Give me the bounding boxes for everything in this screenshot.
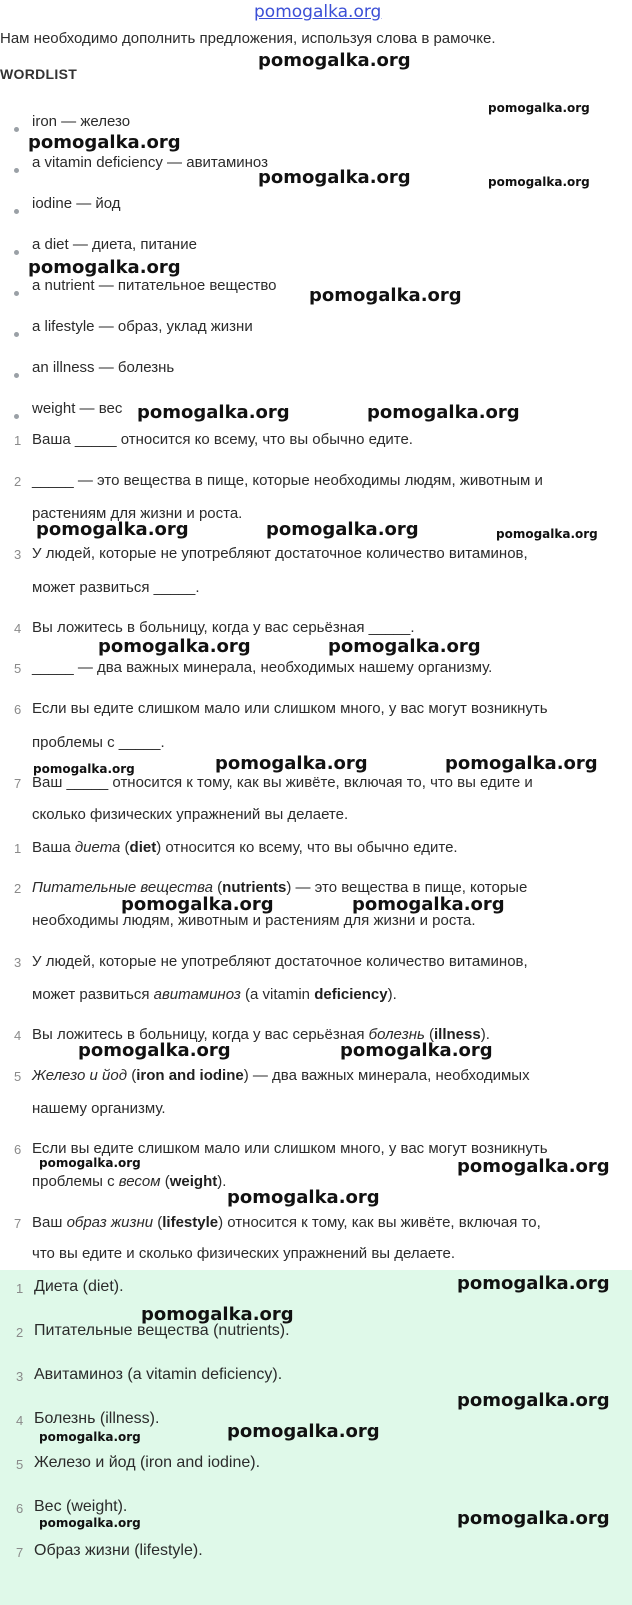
watermark: pomogalka.org: [141, 1304, 294, 1325]
bullet: [14, 291, 19, 296]
watermark: pomogalka.org: [121, 894, 274, 915]
bullet: [14, 332, 19, 337]
watermark: pomogalka.org: [328, 636, 481, 657]
filled-line: Ваша диета (diet) относится ко всему, что вы обычно едите.: [32, 839, 458, 856]
watermark: pomogalka.org: [227, 1421, 380, 1442]
answer-line: Болезнь (illness).: [34, 1410, 160, 1427]
answer-line: Железо и йод (iron and iodine).: [34, 1454, 261, 1471]
answer-line: Образ жизни (lifestyle).: [34, 1542, 203, 1559]
exercise-line: Ваш _____ относится к тому, как вы живёте, включая то, что вы едите и: [32, 774, 533, 791]
watermark: pomogalka.org: [227, 1187, 380, 1208]
watermark: pomogalka.org: [98, 636, 251, 657]
watermark: pomogalka.org: [445, 753, 598, 774]
wordlist-item: a diet — диета, питание: [32, 236, 197, 253]
watermark: pomogalka.org: [352, 894, 505, 915]
filled-line: Вы ложитесь в больницу, когда у вас серьёзная болезнь (illness).: [32, 1026, 490, 1043]
item-number: 3: [16, 1369, 24, 1384]
filled-line: нашему организму.: [32, 1100, 166, 1117]
bullet: [14, 127, 19, 132]
watermark: pomogalka.org: [258, 50, 411, 71]
watermark: pomogalka.org: [309, 285, 462, 306]
filled-line: У людей, которые не употребляют достаточное количество витаминов,: [32, 953, 528, 970]
wordlist-item: a lifestyle — образ, уклад жизни: [32, 318, 253, 335]
filled-line: Питательные вещества (nutrients) — это вещества в пище, которые: [32, 879, 528, 896]
answer-line: Диета (diet).: [34, 1278, 124, 1295]
wordlist-item: a nutrient — питательное вещество: [32, 277, 277, 294]
item-number: 1: [14, 841, 22, 856]
watermark: pomogalka.org: [39, 1516, 141, 1530]
watermark: pomogalka.org: [457, 1273, 610, 1294]
answer-line: Вес (weight).: [34, 1498, 128, 1515]
wordlist-item: iodine — йод: [32, 195, 121, 212]
filled-line: может развиться авитаминоз (a vitamin deficiency).: [32, 986, 397, 1003]
exercise-line: Ваша _____ относится ко всему, что вы обычно едите.: [32, 431, 413, 448]
filled-line: что вы едите и сколько физических упражнений вы делаете.: [32, 1245, 455, 1262]
item-number: 7: [14, 1216, 22, 1231]
bullet: [14, 168, 19, 173]
item-number: 3: [14, 955, 22, 970]
item-number: 2: [14, 474, 22, 489]
item-number: 7: [14, 776, 22, 791]
watermark: pomogalka.org: [137, 402, 290, 423]
watermark: pomogalka.org: [33, 762, 135, 776]
watermark: pomogalka.org: [36, 519, 189, 540]
item-number: 2: [16, 1325, 24, 1340]
watermark: pomogalka.org: [488, 101, 590, 115]
exercise-line: Вы ложитесь в больницу, когда у вас серьёзная _____.: [32, 619, 415, 636]
exercise-line: может развиться _____.: [32, 579, 200, 596]
item-number: 5: [16, 1457, 24, 1472]
filled-line: Ваш образ жизни (lifestyle) относится к тому, как вы живёте, включая то,: [32, 1214, 541, 1231]
item-number: 4: [14, 621, 22, 636]
exercise-line: _____ — это вещества в пище, которые необходимы людям, животным и: [32, 472, 543, 489]
filled-line: Железо и йод (iron and iodine) — два важных минерала, необходимых: [32, 1067, 530, 1084]
item-number: 1: [16, 1281, 24, 1296]
item-number: 5: [14, 661, 22, 676]
item-number: 6: [16, 1501, 24, 1516]
watermark: pomogalka.org: [488, 175, 590, 189]
exercise-line: _____ — два важных минерала, необходимых нашему организму.: [32, 659, 493, 676]
watermark: pomogalka.org: [367, 402, 520, 423]
bullet: [14, 414, 19, 419]
item-number: 1: [14, 433, 22, 448]
item-number: 3: [14, 547, 22, 562]
watermark: pomogalka.org: [78, 1040, 231, 1061]
bullet: [14, 209, 19, 214]
item-number: 6: [14, 1142, 22, 1157]
exercise-line: проблемы с _____.: [32, 734, 165, 751]
wordlist-item: an illness — болезнь: [32, 359, 175, 376]
bullet: [14, 373, 19, 378]
item-number: 7: [16, 1545, 24, 1560]
exercise-line: сколько физических упражнений вы делаете.: [32, 806, 349, 823]
watermark: pomogalka.org: [39, 1430, 141, 1444]
item-number: 6: [14, 702, 22, 717]
answer-line: Питательные вещества (nutrients).: [34, 1322, 290, 1339]
filled-line: проблемы с весом (weight).: [32, 1173, 227, 1190]
bullet: [14, 250, 19, 255]
item-number: 5: [14, 1069, 22, 1084]
exercise-line: У людей, которые не употребляют достаточное количество витаминов,: [32, 545, 528, 562]
exercise-line: Если вы едите слишком мало или слишком много, у вас могут возникнуть: [32, 700, 548, 717]
watermark: pomogalka.org: [39, 1156, 141, 1170]
wordlist-item: iron — железо: [32, 113, 131, 130]
item-number: 2: [14, 881, 22, 896]
filled-line: Если вы едите слишком мало или слишком много, у вас могут возникнуть: [32, 1140, 548, 1157]
watermark: pomogalka.org: [340, 1040, 493, 1061]
site-link[interactable]: pomogalka.org: [254, 2, 382, 22]
watermark: pomogalka.org: [457, 1390, 610, 1411]
wordlist-item: a vitamin deficiency — авитаминоз: [32, 154, 268, 171]
watermark: pomogalka.org: [28, 257, 181, 278]
wordlist-title: WORDLIST: [0, 66, 78, 82]
wordlist-item: weight — вес: [32, 400, 123, 417]
item-number: 4: [16, 1413, 24, 1428]
exercise-line: растениям для жизни и роста.: [32, 505, 243, 522]
answer-line: Авитаминоз (a vitamin deficiency).: [34, 1366, 283, 1383]
watermark: pomogalka.org: [496, 527, 598, 541]
watermark: pomogalka.org: [258, 167, 411, 188]
watermark: pomogalka.org: [215, 753, 368, 774]
watermark: pomogalka.org: [266, 519, 419, 540]
watermark: pomogalka.org: [457, 1508, 610, 1529]
watermark: pomogalka.org: [28, 132, 181, 153]
filled-line: необходимы людям, животным и растениям для жизни и роста.: [32, 912, 476, 929]
intro-text: Нам необходимо дополнить предложения, используя слова в рамочке.: [0, 30, 496, 47]
watermark: pomogalka.org: [457, 1156, 610, 1177]
item-number: 4: [14, 1028, 22, 1043]
